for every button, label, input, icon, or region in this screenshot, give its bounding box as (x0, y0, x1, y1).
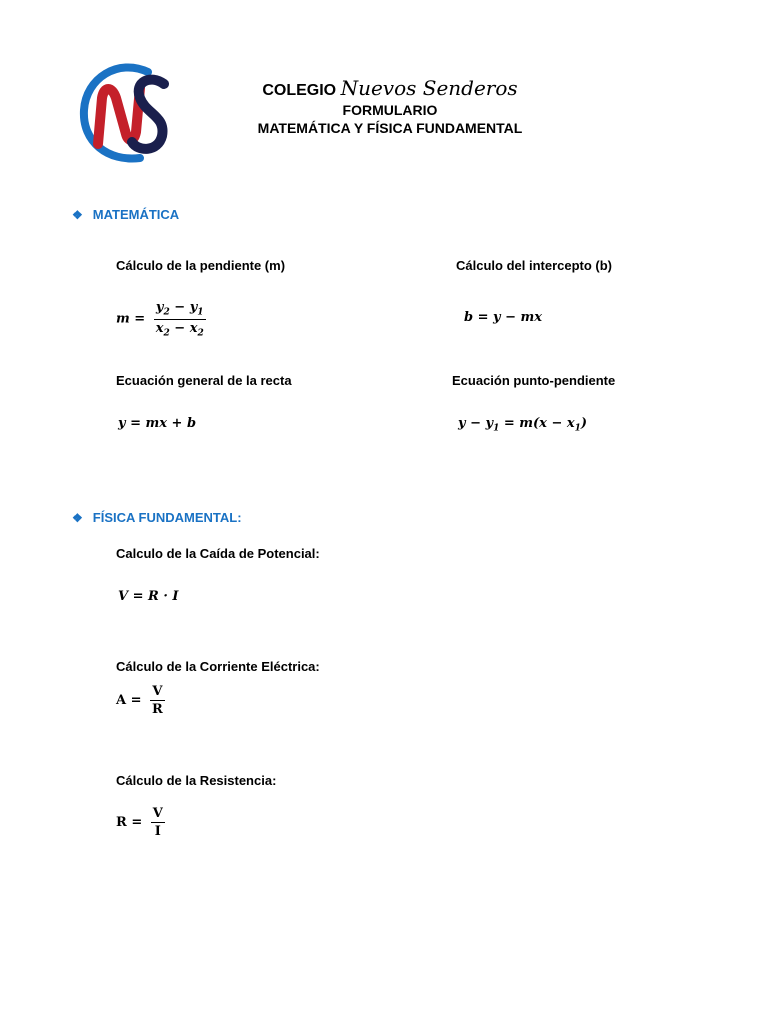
general-equation-formula: y = mx + b (118, 416, 197, 431)
diamond-bullet-icon: ❖ (72, 511, 83, 525)
math-section-title (72, 207, 179, 222)
slope-lhs: m = (116, 311, 146, 327)
math-title-text: MATEMÁTICA (92, 207, 180, 222)
school-logo (78, 58, 174, 166)
current-denominator: R (152, 702, 163, 717)
current-numerator: V (150, 684, 165, 701)
resistance-numerator: V (152, 806, 163, 821)
intercept-label: Cálculo del intercepto (b) (456, 258, 613, 273)
resistance-formula (116, 806, 165, 839)
diamond-bullet-icon: ❖ (72, 208, 83, 222)
document-header (230, 76, 550, 136)
resistance-fraction (151, 806, 165, 839)
point-slope-formula: $y - y_1 = m(x - x_1)$ (458, 416, 588, 434)
slope-denominator: $x_2 - x_2$ (155, 320, 204, 339)
slope-formula (116, 300, 206, 338)
resistance-lhs: R = (116, 815, 143, 830)
slope-fraction (154, 300, 206, 338)
current-lhs: A = (116, 693, 142, 708)
current-formula (116, 684, 165, 717)
school-prefix: COLEGIO (262, 82, 337, 99)
physics-section-title (72, 510, 242, 525)
intercept-formula: b = y − mx (464, 310, 543, 325)
physics-title-text: FÍSICA FUNDAMENTAL: (92, 510, 242, 525)
slope-label: Cálculo de la pendiente (m) (116, 258, 286, 273)
voltage-formula: V = R · I (118, 589, 179, 604)
general-equation-label: Ecuación general de la recta (116, 373, 292, 388)
school-title (230, 76, 550, 100)
resistance-denominator: I (154, 824, 161, 839)
school-name: Nuevos Senderos (340, 76, 518, 100)
resistance-label: Cálculo de la Resistencia: (116, 773, 277, 788)
voltage-label: Calculo de la Caída de Potencial: (116, 546, 320, 561)
course-title: MATEMÁTICA Y FÍSICA FUNDAMENTAL (257, 120, 523, 136)
current-label: Cálculo de la Corriente Eléctrica: (116, 659, 320, 674)
point-slope-label: Ecuación punto-pendiente (452, 373, 616, 388)
slope-numerator: $y_2 - y_1$ (154, 300, 206, 320)
current-fraction (150, 684, 165, 717)
document-subtitle: FORMULARIO (342, 102, 438, 118)
